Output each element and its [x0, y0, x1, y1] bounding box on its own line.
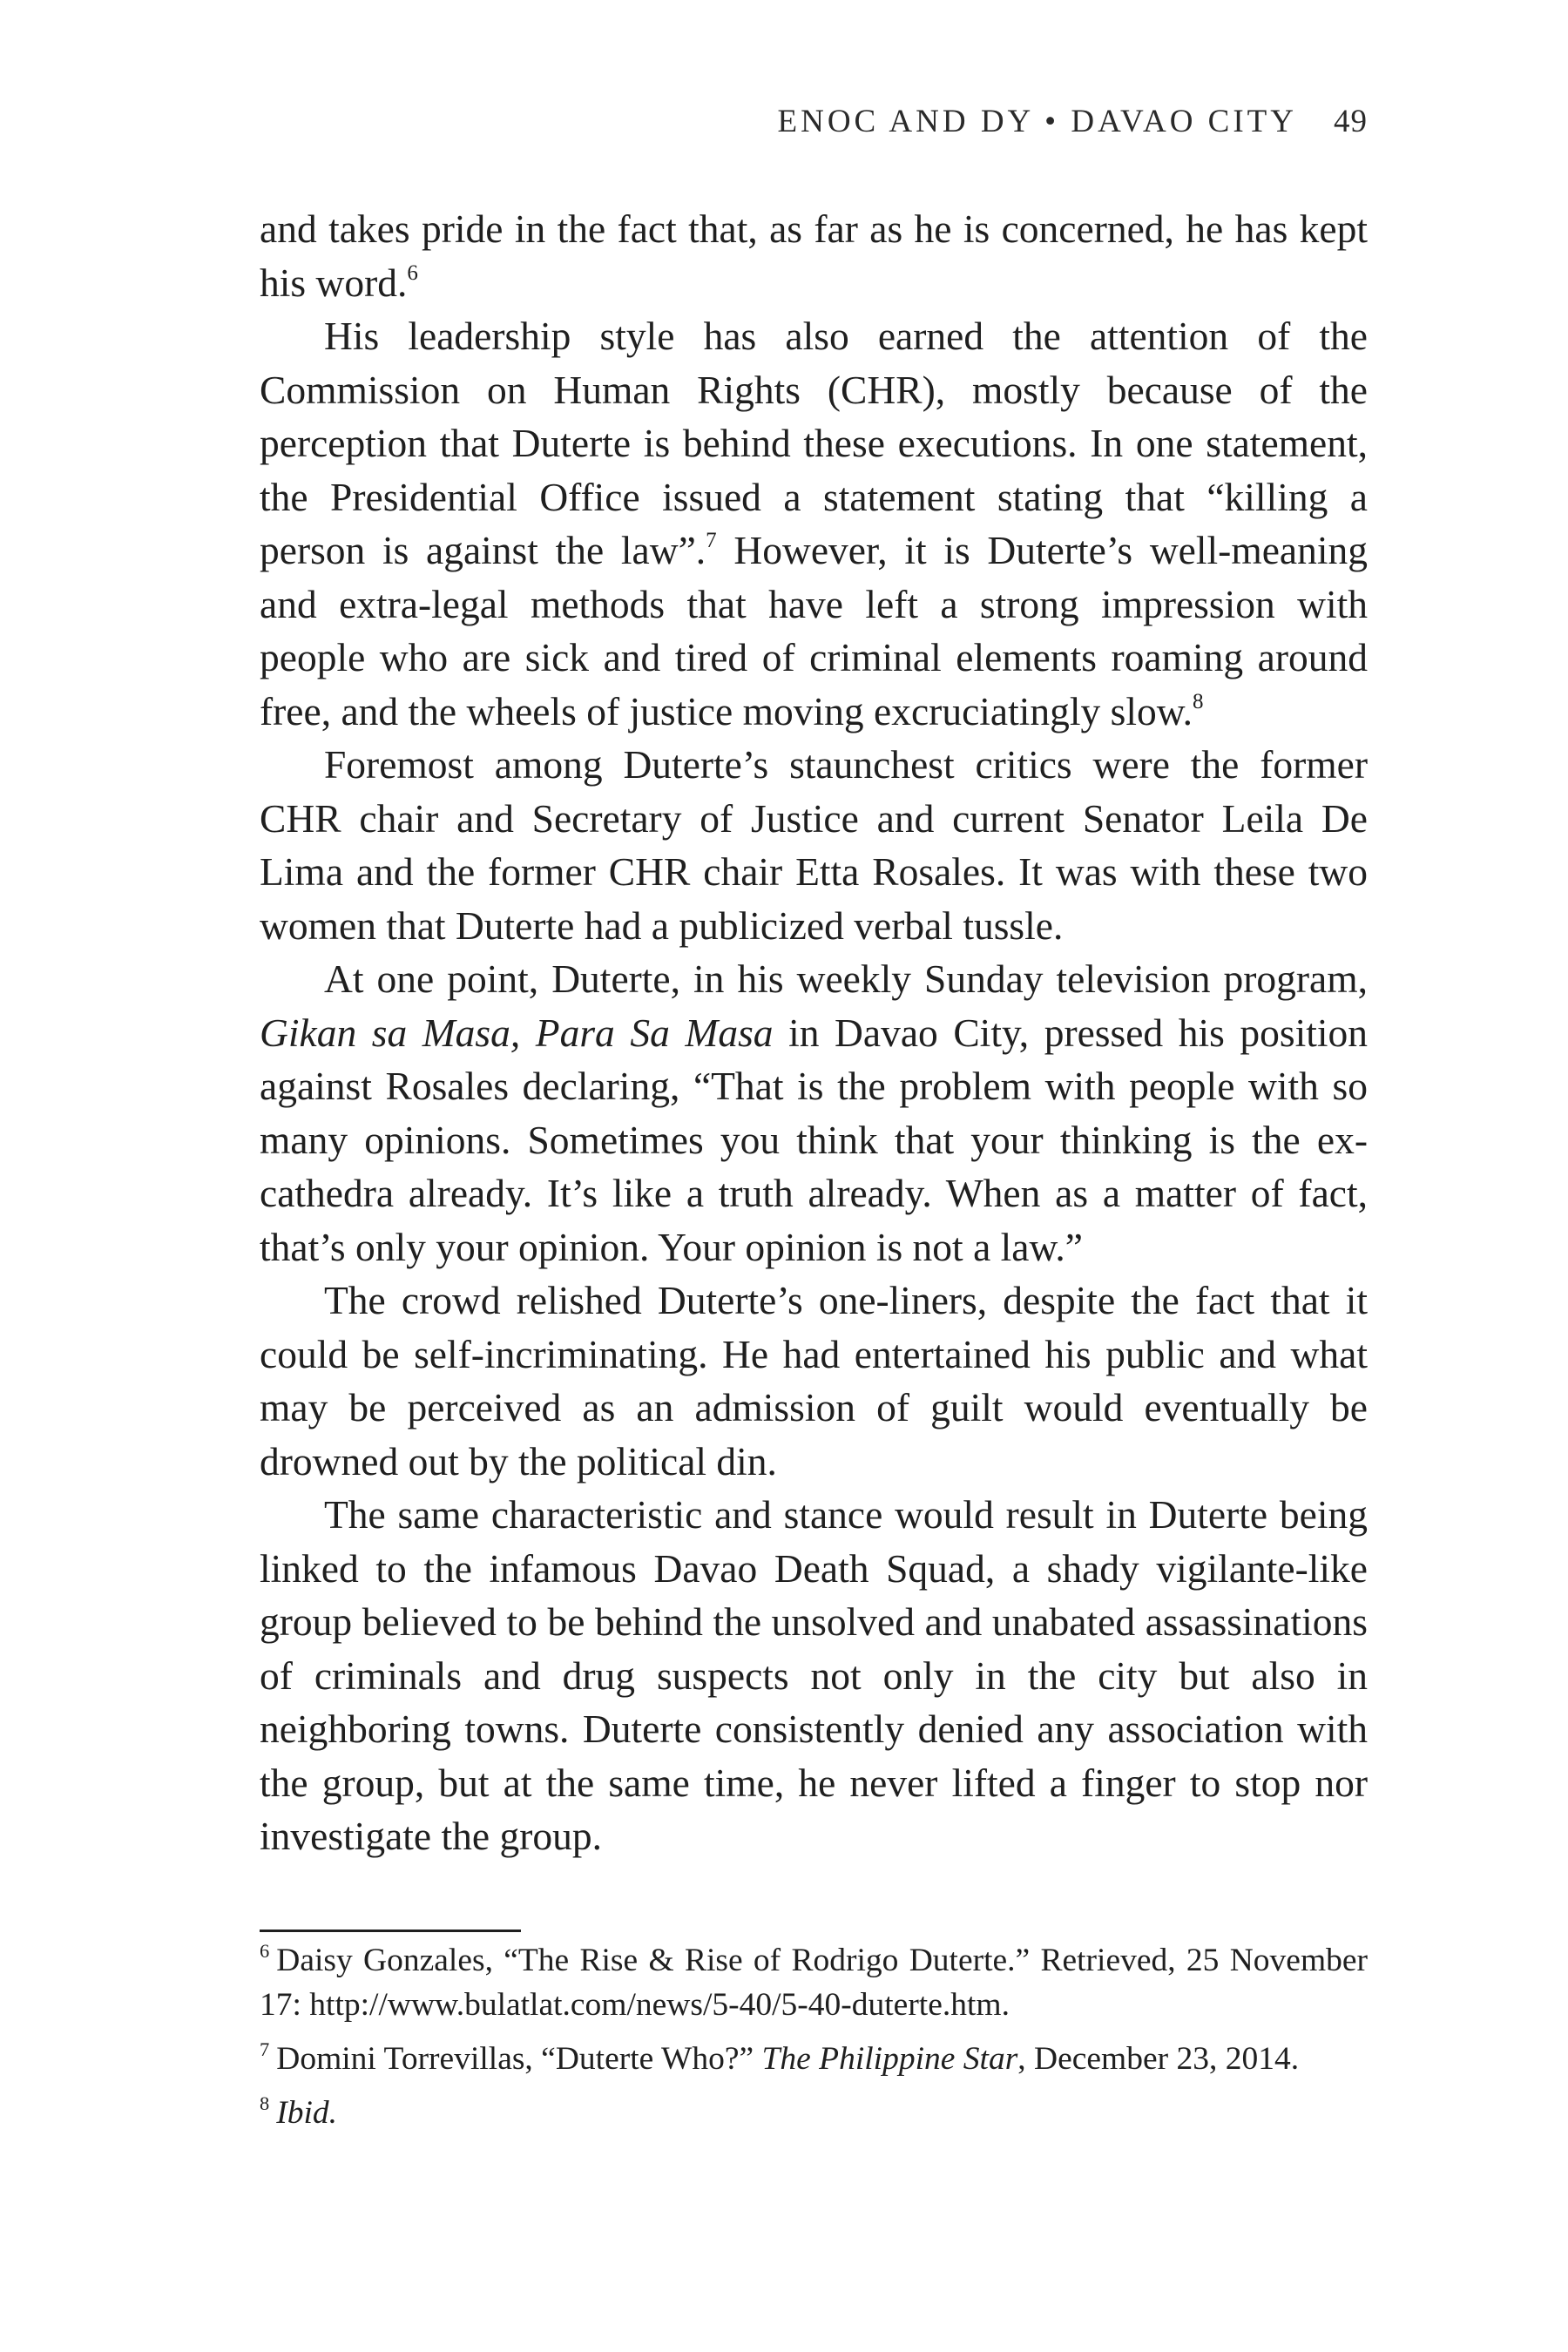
text-run: Domini Torrevillas, “Duterte Who?” [276, 2041, 762, 2077]
body-paragraph [260, 1488, 1368, 1863]
body-paragraph [260, 202, 1368, 309]
text-run: Daisy Gonzales, “The Rise & Rise of Rodrigo Duterte.” Retrieved, 25 November 17: http://www.bulatlat.com/news/5-40/5-40-duterte.htm. [260, 1943, 1368, 2023]
italic-text: Ibid. [276, 2095, 338, 2131]
footnote-marker: 7 [260, 2038, 270, 2061]
footnote [260, 2037, 1368, 2081]
body-paragraph [260, 1274, 1368, 1488]
text-run: The crowd relished Duterte’s one-liners, despite the fact that it could be self-incriminating. He had entertained his public and what may be perceived as an admission of guilt would eventually be drowned out by the political din. [260, 1278, 1368, 1484]
italic-text: The Philippine Star [761, 2041, 1018, 2077]
body-paragraph [260, 952, 1368, 1274]
footnotes [260, 1938, 1368, 2145]
text-run: in Davao City, pressed his position against Rosales declaring, “That is the problem with people with so many opinions. Sometimes you think that your thinking is the ex-cathedra already. It’s like a truth already. When as a matter of fact, that’s only your opinion. Your opinion is not a law.” [260, 1010, 1368, 1269]
body-text [260, 202, 1368, 1863]
footnote-marker: 8 [260, 2092, 270, 2115]
body-paragraph [260, 309, 1368, 738]
footnote-reference: 8 [1193, 689, 1204, 713]
running-title: ENOC AND DY • DAVAO CITY [777, 104, 1297, 139]
footnote-reference: 7 [706, 529, 717, 553]
body-paragraph [260, 738, 1368, 952]
italic-text: Gikan sa Masa, Para Sa Masa [260, 1010, 774, 1055]
text-run: However, it is Duterte’s well-meaning and extra-legal methods that have left a strong impression with people who are sick and tired of criminal elements roaming around free, and the wheels of justice moving excruciatingly slow. [260, 528, 1368, 733]
text-run: The same characteristic and stance would result in Duterte being linked to the infamous Davao Death Squad, a shady vigilante-like group believed to be behind the unsolved and unabated assassinations of criminals and drug suspects not only in the city but also in neighboring towns. Duterte consistently denied any association with the group, but at the same time, he never lifted a finger to stop nor investigate the group. [260, 1492, 1368, 1858]
page-number: 49 [1334, 104, 1368, 139]
footnote [260, 2091, 1368, 2135]
text-run: At one point, Duterte, in his weekly Sunday television program, [324, 956, 1368, 1001]
footnote [260, 1938, 1368, 2027]
text-run: Foremost among Duterte’s staunchest critics were the former CHR chair and Secretary of Justice and current Senator Leila De Lima and the former CHR chair Etta Rosales. It was with these two women that Duterte had a publicized verbal tussle. [260, 742, 1368, 948]
footnote-divider [260, 1930, 521, 1932]
footnote-marker: 6 [260, 1940, 270, 1963]
text-run: , December 23, 2014. [1017, 2041, 1300, 2077]
text-run: and takes pride in the fact that, as far as he is concerned, he has kept his word. [260, 206, 1368, 305]
footnote-reference: 6 [407, 260, 418, 285]
running-head [260, 103, 1368, 140]
text-run: His leadership style has also earned the attention of the Commission on Human Rights (CHR), mostly because of the perception that Duterte is behind these executions. In one statement, the Presidential Office issued a statement stating that “killing a person is against the law”. [260, 314, 1368, 572]
